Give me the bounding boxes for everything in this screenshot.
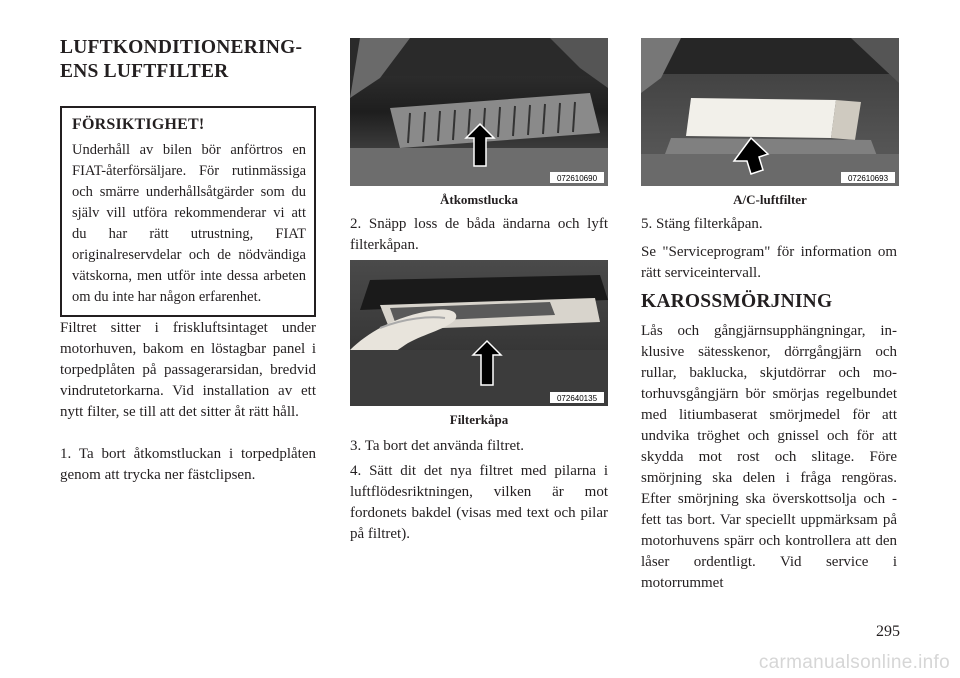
ac-filter-image: [641, 38, 899, 186]
filter-cover-image: [350, 260, 608, 406]
figure-1-caption: Åtkomstlucka: [439, 192, 518, 207]
figure-ac-filter-photo: [641, 38, 899, 186]
figure-filter-cover-photo: [350, 260, 608, 406]
caution-text: Underhåll av bilen bör anförtros en FIAT-återförsäljare. För rutinmässiga och smärre underhållsåtgärder som du själv vill utföra rekommenderar vi att du har rätt utrustning, FIAT originalreservdelar och de nödvändiga vätskorna, men utför inte dessa arbeten om du inte har någon erfarenhet.: [72, 142, 306, 305]
step-4: 4. Sätt dit det nya filtret med pilarna i luftflödesriktningen, vilken är mot fordonets bakdel (visas med text och pilar på filtret).: [350, 463, 608, 542]
figure-1-code: 072610690: [556, 174, 598, 183]
page-number: 295: [876, 623, 900, 640]
body-lubrication-paragraph: Lås och gångjärnsupphängningar, inklusive sätesskenor, dörrgångjärn och rullar, baklucka, skjutdörrar och motorhuvsgångjärn bör smörjas regelbundet med litiumbaserat smörjmedel för att undvika tröghet och gnissel och för att skydda mot rost och slitage. Före smörjning ska delen i fråga rengöras. Efter smörjning ska överskottsolja och -fett tas bort. Var speciellt uppmärksam på motorhuvens spärr och kontrollera att den låser ordentligt. Vid service i motorrummet: [641, 323, 897, 591]
figure-3-caption: A/C-luftfilter: [733, 192, 807, 207]
figure-2-code: 072640135: [556, 394, 598, 403]
watermark: carmanualsonline.info: [758, 652, 950, 673]
access-cover-image: [350, 38, 608, 186]
service-note: Se "Serviceprogram" för information om rätt serviceintervall.: [641, 244, 897, 281]
section-heading-body-lubrication: KAROSSMÖRJNING: [641, 291, 833, 312]
step-2: 2. Snäpp loss de båda ändarna och lyft filterkåpan.: [350, 216, 608, 253]
caution-title: FÖRSIKTIGHET!: [72, 116, 205, 133]
caution-box: [60, 106, 316, 317]
intro-paragraph: Filtret sitter i friskluftsintaget under motorhuven, bakom en löstagbar panel i torpedplåten på passagerarsidan, bredvid vindrutetorkarna. Vid installation av ett nytt filter, se till att det sitter åt rätt håll.: [60, 320, 316, 420]
figure-access-cover-photo: [350, 38, 608, 186]
step-1: 1. Ta bort åtkomstluckan i torpedplåten genom att trycka ner fästclipsen.: [60, 446, 316, 483]
step-5: 5. Stäng filterkåpan.: [641, 216, 763, 232]
step-3: 3. Ta bort det använda filtret.: [350, 438, 525, 454]
section-heading-cabin-filter: LUFTKONDITIONERING- ENS LUFTFILTER: [60, 37, 303, 82]
figure-3-code: 072610693: [847, 174, 889, 183]
figure-2-caption: Filterkåpa: [449, 412, 509, 427]
